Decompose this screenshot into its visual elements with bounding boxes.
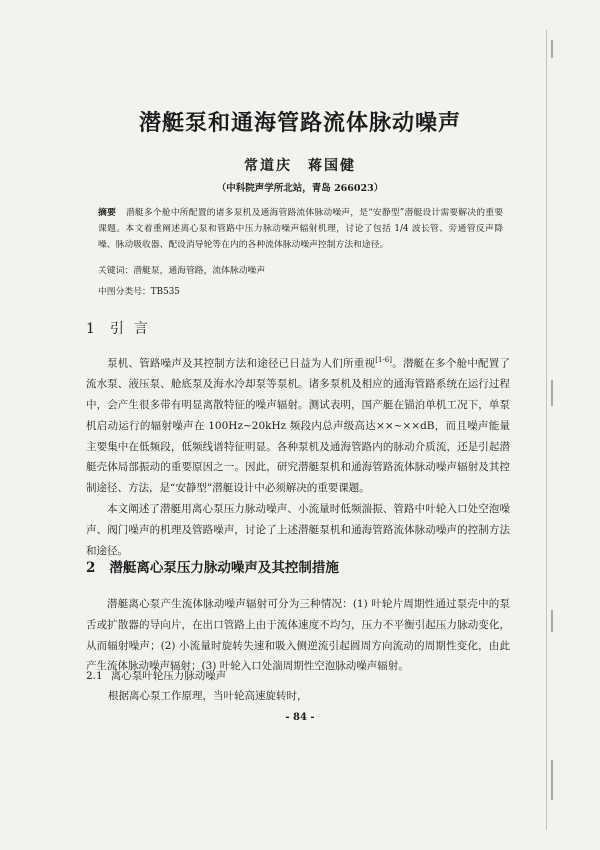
section-2-heading: [86, 556, 339, 576]
abstract-label: 摘要: [98, 208, 116, 218]
section-title: 引言: [109, 321, 158, 337]
subsection-title: 离心泵叶轮压力脉动噪声: [110, 670, 227, 682]
section-1-body: [86, 350, 510, 561]
paper-title: 潜艇泵和通海管路流体脉动噪声: [138, 110, 461, 136]
paragraph-text: 泵机、管路噪声及其控制方法和途径已日益为人们所重视: [107, 357, 376, 370]
scan-edge-mark: [551, 760, 553, 800]
scan-edge-mark: [551, 40, 553, 58]
section-number: 1: [86, 321, 96, 337]
citation: [1-6]: [375, 356, 392, 364]
classification-number: 中图分类号：TB535: [98, 287, 180, 297]
paragraph: [86, 350, 510, 499]
abstract-text: 潜艇多个舱中所配置的诸多泵机及通海管路流体脉动噪声，是“安静型”潜艇设计需要解决的重要课题。本文着重阐述离心泵和管路中压力脉动噪声辐射机理，讨论了包括 1/4 波长管、旁通管反声降噪、脉动吸收器、配设消导轮等在内的各种流体脉动噪声控制方法和途径。: [98, 208, 503, 250]
section-title: 潜艇离心泵压力脉动噪声及其控制措施: [109, 560, 339, 576]
paragraph: 潜艇离心泵产生流体脉动噪声辐射可分为三种情况：(1) 叶轮片周期性通过泵壳中的泵舌或扩散器的导向片，在出口管路上由于流体速度不均匀，压力不平衡引起压力脉动变化，从而辐射噪声；(2) 小流量时旋转失速和吸入侧逆流引起圆周方向流动的周期性变化，由此产生流体脉动噪声辐射；(3) 叶轮入口处湍周期性空泡脉动噪声辐射。: [86, 598, 510, 673]
scan-edge-mark: [551, 610, 553, 632]
abstract: [98, 205, 503, 253]
subsection-2-1-heading: [86, 668, 226, 683]
paragraph-text: 。潜艇在多个舱中配置了流水泵、液压泵、舱底泵及海水冷却泵等泵机。诸多泵机及相应的通海管路系统在运行过程中，会产生很多带有明显离散特征的噪声辐射。测试表明，国产艇在锚泊单机工况下，单泵机启动运行的辐射噪声在 100Hz~20kHz 频段内总声级高达××~××dB，而且噪声能量主要集中在低频段，低频线谱特征明显。各种泵机及通海管路内的脉动介质流，还是引起潜艇壳体局部振动的重要原因之一。因此，研究潜艇泵机和通海管路流体脉动噪声辐射及其控制途径、方法，是“安静型”潜艇设计中必须解决的重要课题。: [86, 357, 511, 495]
paragraph: 本文阐述了潜艇用离心泵压力脉动噪声、小流量时低频湍振、管路中叶轮入口处空泡噪声、阀门噪声的机理及管路噪声，讨论了上述潜艇泵机和通海管路流体脉动噪声的控制方法和途径。: [86, 503, 510, 557]
authors: 常道庆 蒋国健: [244, 158, 356, 174]
section-2-body: [86, 594, 510, 677]
section-number: 2: [86, 560, 96, 576]
scan-edge-line: [546, 30, 547, 830]
subsection-2-1-body: 根据离心泵工作原理，当叶轮高速旋转时，: [108, 690, 308, 702]
section-1-heading: [86, 318, 158, 338]
keywords: 关键词：潜艇泵，通海管路，流体脉动噪声: [98, 266, 266, 276]
affiliation: （中科院声学所北站，青岛 266023）: [216, 183, 384, 194]
subsection-number: 2.1: [86, 670, 103, 682]
scan-edge-mark: [551, 380, 553, 406]
page-number: - 84 -: [285, 712, 315, 723]
